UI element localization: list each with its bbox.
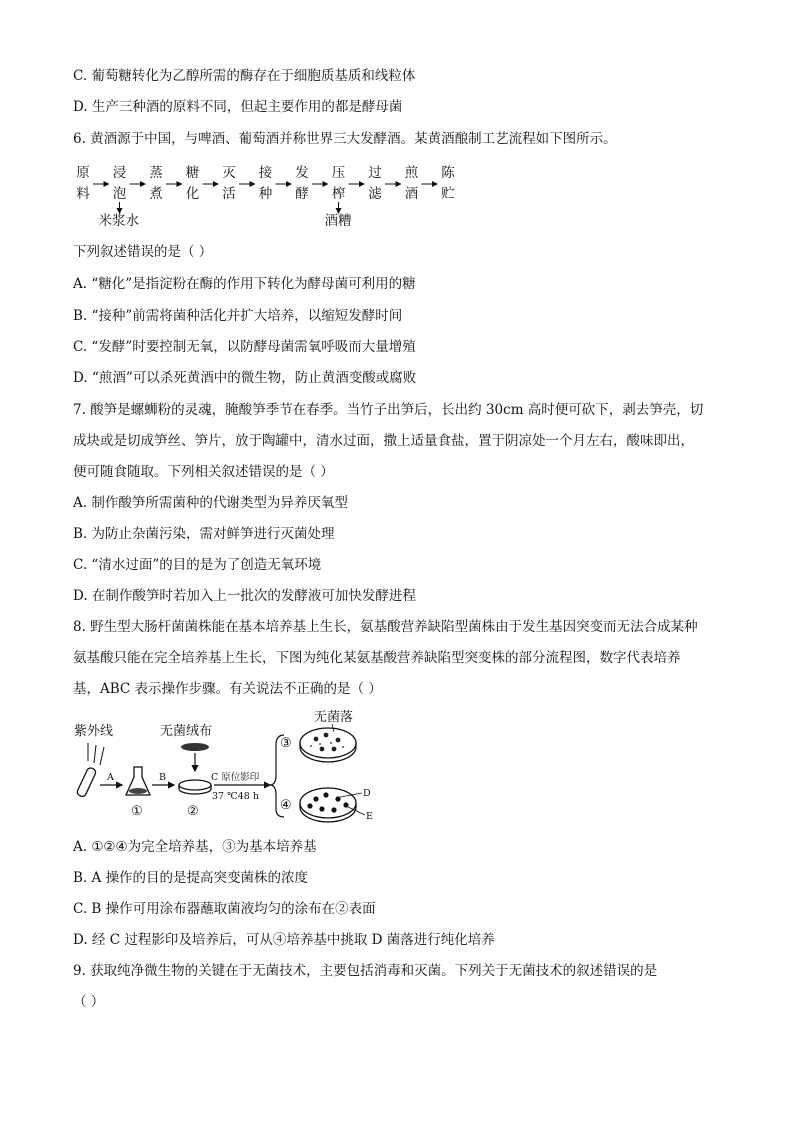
q6-question: 下列叙述错误的是（ ） [73, 244, 213, 260]
test-tube-icon [76, 767, 97, 798]
flow-step-4-bottom: 活 [222, 186, 236, 202]
q5-option-d: D. 生产三种酒的原料不同，但起主要作用的都是酵母菌 [73, 99, 403, 115]
q7-stem-line2: 成块或是切成笋丝、笋片，放于陶罐中，清水过面，撒上适量食盐，置于阴凉处一个月左右，酸味即出， [73, 433, 694, 449]
uv-rays [88, 743, 104, 765]
colony-d-label: D [363, 788, 371, 799]
flow-step-8-top: 过 [368, 165, 382, 181]
velvet-pad-icon [181, 743, 209, 751]
q8-option-c: C. B 操作可用涂布器蘸取菌液均匀的涂布在②表面 [73, 901, 376, 917]
flow-step-0-top: 原 [76, 165, 90, 181]
petri-dish-2-icon [179, 780, 211, 794]
flowchart-arrows [0, 0, 794, 240]
uv-label: 紫外线 [74, 724, 114, 739]
velvet-label: 无菌绒布 [160, 724, 213, 739]
no-colony-label: 无菌落 [314, 710, 354, 725]
flask-icon [126, 767, 150, 795]
petri-dish-4-icon [300, 788, 356, 822]
q9-stem-line2: （ ） [73, 994, 105, 1010]
flow-step-4-top: 灭 [222, 165, 236, 181]
plate-1-label: ① [131, 804, 143, 819]
figure-drawing [70, 705, 400, 825]
flow-step-7-top: 压 [331, 165, 346, 181]
replica-plating-figure [70, 705, 400, 825]
flow-step-10-bottom: 贮 [441, 186, 455, 202]
flow-step-3-bottom: 化 [185, 186, 200, 202]
q8-stem-line2: 氨基酸只能在完全培养基上生长，下图为纯化某氨基酸营养缺陷型突变株的部分流程图，数字代表培养 [73, 650, 681, 666]
flow-step-10-top: 陈 [441, 165, 455, 181]
q8-option-b: B. A 操作的目的是提高突变菌株的浓度 [73, 870, 309, 886]
q7-option-b: B. 为防止杂菌污染，需对鲜笋进行灭菌处理 [73, 526, 335, 542]
flow-step-5-bottom: 种 [258, 186, 273, 202]
q7-option-c: C. “清水过面”的目的是为了创造无氧环境 [73, 557, 322, 573]
flow-step-0-bottom: 料 [76, 186, 90, 202]
flow-step-1-top: 浸 [112, 165, 127, 181]
q7-stem-line3: 便可随食随取。下列相关叙述错误的是（ ） [73, 464, 334, 480]
plate-3-label: ③ [280, 736, 292, 751]
q6-option-b: B. “接种”前需将菌种活化并扩大培养，以缩短发酵时间 [73, 308, 403, 324]
step-b-label: B [159, 772, 166, 783]
flow-step-1-bottom: 泡 [112, 186, 127, 202]
flow-step-9-bottom: 酒 [404, 186, 419, 202]
q7-stem-line1: 7. 酸笋是螺蛳粉的灵魂，腌酸笋季节在春季。当竹子出笋后，长出约 30cm 高时便可砍下，剥去笋壳，切 [73, 402, 704, 418]
flow-step-7-bottom: 榨 [331, 186, 346, 202]
flow-step-8-bottom: 滤 [368, 186, 382, 202]
flow-step-9-top: 煎 [404, 165, 419, 181]
petri-dish-3-icon [300, 728, 356, 762]
q9-stem-line1: 9. 获取纯净微生物的关键在于无菌技术，主要包括消毒和灭菌。下列关于无菌技术的叙述错误的是 [73, 963, 658, 979]
flow-step-3-top: 糖 [185, 165, 200, 181]
brewing-flowchart [0, 0, 794, 240]
q5-option-c: C. 葡萄糖转化为乙醇所需的酶存在于细胞质基质和线粒体 [73, 68, 416, 84]
step-a-label: A [107, 772, 114, 783]
flow-step-5-top: 接 [258, 165, 273, 181]
culture-condition: 37 ℃48 h [212, 791, 259, 802]
plate-4-label: ④ [280, 798, 292, 813]
q6-option-a: A. “糖化”是指淀粉在酶的作用下转化为酵母菌可利用的糖 [73, 276, 416, 292]
q8-option-d: D. 经 C 过程影印及培养后，可从④培养基中挑取 D 菌落进行纯化培养 [73, 932, 495, 948]
byproduct-label-0: 米浆水 [98, 213, 139, 229]
q6-option-d: D. “煎酒”可以杀死黄酒中的微生物，防止黄酒变酸或腐败 [73, 370, 417, 386]
q6-option-c: C. “发酵”时要控制无氧，以防酵母菌需氧呼吸而大量增殖 [73, 339, 416, 355]
q8-stem-line3: 基，ABC 表示操作步骤。有关说法不正确的是（ ） [73, 681, 382, 697]
plate-2-label: ② [187, 804, 199, 819]
step-c-label: C 原位影印 [211, 772, 260, 783]
flow-step-6-bottom: 酵 [295, 186, 309, 202]
flow-step-6-top: 发 [295, 165, 309, 181]
flow-step-2-top: 蒸 [149, 165, 163, 181]
q6-stem: 6. 黄酒源于中国，与啤酒、葡萄酒并称世界三大发酵酒。某黄酒酿制工艺流程如下图所示。 [73, 131, 617, 147]
colony-e-label: E [366, 811, 373, 822]
q7-option-a: A. 制作酸笋所需菌种的代谢类型为异养厌氧型 [73, 495, 348, 511]
q8-stem-line1: 8. 野生型大肠杆菌菌株能在基本培养基上生长，氨基酸营养缺陷型菌株由于发生基因突变而无法合成某种 [73, 619, 698, 635]
q7-option-d: D. 在制作酸笋时若加入上一批次的发酵液可加快发酵进程 [73, 588, 416, 604]
q8-option-a: A. ①②④为完全培养基，③为基本培养基 [73, 839, 317, 855]
byproduct-label-1: 酒糟 [324, 213, 352, 229]
flow-step-2-bottom: 煮 [149, 186, 163, 202]
